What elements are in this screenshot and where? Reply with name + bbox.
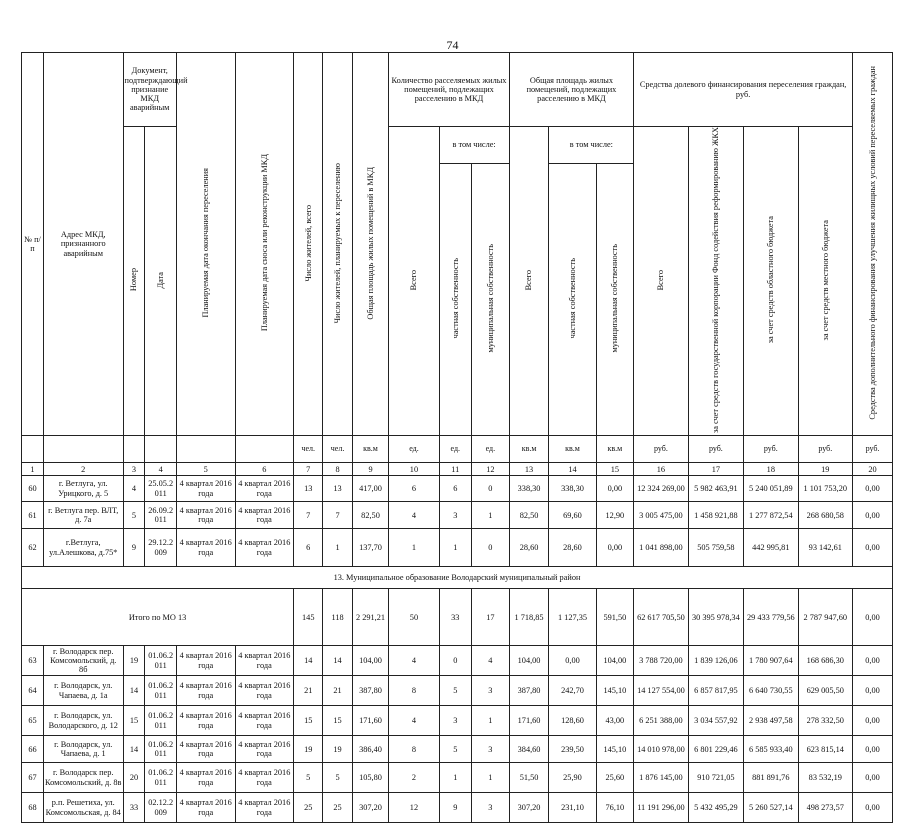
table-cell: 14 127 554,00	[634, 676, 688, 706]
table-cell: 63	[22, 646, 44, 676]
header-area-municipal: муниципальная собственность	[596, 163, 634, 436]
table-cell: 51,50	[509, 763, 549, 793]
table-cell: 6 640 730,55	[744, 676, 798, 706]
table-cell: 4 квартал 2016 года	[176, 706, 235, 736]
unit-cell: кв.м	[352, 436, 389, 463]
table-cell: 0,00	[853, 793, 893, 823]
table-cell: 128,60	[549, 706, 596, 736]
table-cell: 5	[439, 676, 471, 706]
table-cell: 25	[294, 793, 323, 823]
table-cell: 881 891,76	[744, 763, 798, 793]
header-planned-demolition: Планируемая дата сноса или реконструкции МКД	[235, 53, 294, 436]
table-cell: 268 680,58	[798, 502, 852, 529]
table-cell: 4 квартал 2016 года	[235, 502, 294, 529]
table-cell: 417,00	[352, 476, 389, 502]
column-index-cell: 14	[549, 463, 596, 476]
table-cell: 505 759,58	[688, 529, 743, 567]
table-cell: 2	[389, 763, 439, 793]
unit-cell: руб.	[744, 436, 798, 463]
table-cell: 239,50	[549, 736, 596, 763]
table-cell: 5 240 051,89	[744, 476, 798, 502]
table-cell: 3 034 557,92	[688, 706, 743, 736]
unit-cell-empty	[123, 436, 145, 463]
table-row	[22, 476, 893, 502]
table-cell: 278 332,50	[798, 706, 852, 736]
table-cell: 15	[123, 706, 145, 736]
table-cell: 3	[439, 502, 471, 529]
total-cell: 591,50	[596, 589, 634, 646]
total-cell: 1 718,85	[509, 589, 549, 646]
table-cell: 4 квартал 2016 года	[176, 646, 235, 676]
table-cell: 64	[22, 676, 44, 706]
header-doc-date: Дата	[145, 127, 176, 436]
column-index-cell: 10	[389, 463, 439, 476]
table-cell: 21	[294, 676, 323, 706]
table-cell: 02.12.2 009	[145, 793, 176, 823]
table-cell: 0,00	[853, 763, 893, 793]
table-row	[22, 646, 893, 676]
table-cell: 82,50	[509, 502, 549, 529]
table-cell: 60	[22, 476, 44, 502]
table-cell: 0,00	[853, 706, 893, 736]
header-area-private: частная собственность	[549, 163, 596, 436]
table-cell: 25,90	[549, 763, 596, 793]
table-row	[22, 736, 893, 763]
unit-cell: кв.м	[549, 436, 596, 463]
table-cell: 01.06.2 011	[145, 676, 176, 706]
table-cell: 3	[472, 793, 510, 823]
table-cell: 9	[439, 793, 471, 823]
table-cell: 13	[323, 476, 352, 502]
table-cell: г. Володарск пер. Комсомольский, д. 8в	[43, 763, 123, 793]
header-residents-total: Число жителей, всего	[294, 53, 323, 436]
table-cell: 1 839 126,06	[688, 646, 743, 676]
table-cell: 1 876 145,00	[634, 763, 688, 793]
table-cell: 43,00	[596, 706, 634, 736]
table-cell: 12,90	[596, 502, 634, 529]
table-cell: 15	[323, 706, 352, 736]
page-number: 74	[446, 38, 459, 52]
table-cell: 29.12.2 009	[145, 529, 176, 567]
table-cell: 231,10	[549, 793, 596, 823]
table-cell: 137,70	[352, 529, 389, 567]
table-cell: 01.06.2 011	[145, 706, 176, 736]
table-cell: 6	[389, 476, 439, 502]
table-cell: 4 квартал 2016 года	[235, 476, 294, 502]
unit-cell-empty	[43, 436, 123, 463]
total-cell: 50	[389, 589, 439, 646]
unit-cell: кв.м	[596, 436, 634, 463]
header-finance-local: за счет средств местного бюджета	[798, 127, 852, 436]
unit-cell: руб.	[634, 436, 688, 463]
table-cell: г. Володарск, ул. Володарского, д. 12	[43, 706, 123, 736]
table-cell: 104,00	[596, 646, 634, 676]
table-cell: 65	[22, 706, 44, 736]
section-row	[22, 567, 893, 589]
table-cell: 5	[323, 763, 352, 793]
table-cell: 4	[123, 476, 145, 502]
header-doc-number: Номер	[123, 127, 145, 436]
units-row	[22, 436, 893, 463]
total-label: Итого по МО 13	[22, 589, 294, 646]
table-cell: 171,60	[352, 706, 389, 736]
unit-cell: ед.	[472, 436, 510, 463]
table-cell: 69,60	[549, 502, 596, 529]
unit-cell: руб.	[798, 436, 852, 463]
column-index-cell: 13	[509, 463, 549, 476]
total-cell: 145	[294, 589, 323, 646]
table-cell: 307,20	[352, 793, 389, 823]
column-index-cell: 6	[235, 463, 294, 476]
table-cell: 5 432 495,29	[688, 793, 743, 823]
total-cell: 118	[323, 589, 352, 646]
table-cell: 5	[123, 502, 145, 529]
column-index-cell: 4	[145, 463, 176, 476]
table-cell: 7	[294, 502, 323, 529]
table-cell: 66	[22, 736, 44, 763]
table-cell: 1 041 898,00	[634, 529, 688, 567]
header-finance-total: Всего	[634, 127, 688, 436]
header-finance-regional: за счет средств областного бюджета	[744, 127, 798, 436]
table-cell: 62	[22, 529, 44, 567]
header-rooms-in-that: в том числе:	[439, 127, 509, 164]
total-cell: 62 617 705,50	[634, 589, 688, 646]
table-cell: 4 квартал 2016 года	[176, 763, 235, 793]
table-cell: 0,00	[596, 476, 634, 502]
table-cell: 01.06.2 011	[145, 763, 176, 793]
table-cell: 4 квартал 2016 года	[176, 529, 235, 567]
table-cell: р.п. Решетиха, ул. Комсомольская, д. 84	[43, 793, 123, 823]
table-cell: 01.06.2 011	[145, 646, 176, 676]
table-cell: 01.06.2 011	[145, 736, 176, 763]
total-cell: 0,00	[853, 589, 893, 646]
table-cell: 19	[294, 736, 323, 763]
table-cell: 104,00	[352, 646, 389, 676]
table-cell: 145,10	[596, 676, 634, 706]
table-cell: 4 квартал 2016 года	[235, 793, 294, 823]
total-cell: 2 787 947,60	[798, 589, 852, 646]
column-index-cell: 1	[22, 463, 44, 476]
unit-cell-empty	[22, 436, 44, 463]
table-cell: 6 585 933,40	[744, 736, 798, 763]
header-additional: Средства дополнительного финансирования улучшения жилищных условий переселяемых граждан	[853, 53, 893, 436]
total-cell: 33	[439, 589, 471, 646]
header-finance-group: Средства долевого финансирования переселения граждан, руб.	[634, 53, 853, 127]
unit-cell: руб.	[688, 436, 743, 463]
table-row	[22, 676, 893, 706]
table-cell: 0,00	[853, 676, 893, 706]
header-planned-end: Планируемая дата окончания переселения	[176, 53, 235, 436]
table-cell: 1	[439, 529, 471, 567]
column-index-cell: 3	[123, 463, 145, 476]
table-cell: 1	[439, 763, 471, 793]
section-title: 13. Муниципальное образование Володарский муниципальный район	[22, 567, 893, 589]
table-cell: 21	[323, 676, 352, 706]
column-index-cell: 19	[798, 463, 852, 476]
table-cell: 26.09.2 011	[145, 502, 176, 529]
table-cell: 629 005,50	[798, 676, 852, 706]
table-cell: 11 191 296,00	[634, 793, 688, 823]
table-cell: 6	[294, 529, 323, 567]
table-row	[22, 706, 893, 736]
table-cell: 12	[389, 793, 439, 823]
table-cell: 0,00	[853, 476, 893, 502]
table-cell: г. Володарск, ул. Чапаева, д. 1	[43, 736, 123, 763]
table-cell: 4 квартал 2016 года	[235, 706, 294, 736]
table-cell: 67	[22, 763, 44, 793]
table-cell: 14	[123, 676, 145, 706]
table-cell: 93 142,61	[798, 529, 852, 567]
table-cell: 0	[472, 529, 510, 567]
unit-cell-empty	[235, 436, 294, 463]
table-cell: 4 квартал 2016 года	[176, 736, 235, 763]
header-area-in-that: в том числе:	[549, 127, 634, 164]
table-cell: 5	[439, 736, 471, 763]
table-cell: 2 938 497,58	[744, 706, 798, 736]
header-num: № п/ п	[22, 53, 44, 436]
column-index-cell: 5	[176, 463, 235, 476]
table-cell: 61	[22, 502, 44, 529]
table-cell: 76,10	[596, 793, 634, 823]
table-cell: 0,00	[853, 502, 893, 529]
column-index-cell: 17	[688, 463, 743, 476]
table-cell: 0,00	[549, 646, 596, 676]
table-cell: 25.05.2 011	[145, 476, 176, 502]
table-cell: 1	[389, 529, 439, 567]
table-cell: 104,00	[509, 646, 549, 676]
unit-cell: чел.	[294, 436, 323, 463]
table-cell: 19	[123, 646, 145, 676]
table-cell: 168 686,30	[798, 646, 852, 676]
table-cell: 3	[472, 676, 510, 706]
table-cell: 14	[323, 646, 352, 676]
table-cell: 6 251 388,00	[634, 706, 688, 736]
table-cell: 12 324 269,00	[634, 476, 688, 502]
column-index-row	[22, 463, 893, 476]
column-index-cell: 15	[596, 463, 634, 476]
header-rooms-private: частная собственность	[439, 163, 471, 436]
table-cell: 4	[389, 502, 439, 529]
table-cell: 4 квартал 2016 года	[235, 529, 294, 567]
table-cell: 442 995,81	[744, 529, 798, 567]
table-cell: г.Ветлуга, ул.Алешкова, д.75*	[43, 529, 123, 567]
column-index-cell: 9	[352, 463, 389, 476]
table-cell: 1 458 921,88	[688, 502, 743, 529]
unit-cell: ед.	[439, 436, 471, 463]
unit-cell-empty	[145, 436, 176, 463]
table-cell: 1	[472, 706, 510, 736]
table-cell: 3	[472, 736, 510, 763]
unit-cell: чел.	[323, 436, 352, 463]
table-cell: 0	[439, 646, 471, 676]
total-cell: 30 395 978,34	[688, 589, 743, 646]
table-cell: 1 780 907,64	[744, 646, 798, 676]
table-cell: 8	[389, 736, 439, 763]
table-cell: 14	[123, 736, 145, 763]
table-cell: 28,60	[509, 529, 549, 567]
table-cell: 25,60	[596, 763, 634, 793]
table-cell: 307,20	[509, 793, 549, 823]
table-cell: 9	[123, 529, 145, 567]
unit-cell: кв.м	[509, 436, 549, 463]
table-cell: 13	[294, 476, 323, 502]
table-cell: 4	[472, 646, 510, 676]
total-cell: 29 433 779,56	[744, 589, 798, 646]
table-cell: 4 квартал 2016 года	[235, 676, 294, 706]
table-cell: 33	[123, 793, 145, 823]
unit-cell: руб.	[853, 436, 893, 463]
table-cell: 8	[389, 676, 439, 706]
table-cell: 1	[472, 763, 510, 793]
header-document: Документ, подтверждающий признание МКД аварийным	[123, 53, 176, 127]
table-cell: 14	[294, 646, 323, 676]
table-cell: 6	[439, 476, 471, 502]
unit-cell: ед.	[389, 436, 439, 463]
table-cell: 387,80	[509, 676, 549, 706]
table-cell: 4 квартал 2016 года	[176, 676, 235, 706]
table-cell: г. Ветлуга пер. ВЛТ, д. 7а	[43, 502, 123, 529]
header-rooms-municipal: муниципальная собственность	[472, 163, 510, 436]
column-index-cell: 16	[634, 463, 688, 476]
table-cell: 5 982 463,91	[688, 476, 743, 502]
header-area-group: Общая площадь жилых помещений, подлежащих расселению в МКД	[509, 53, 634, 127]
column-index-cell: 18	[744, 463, 798, 476]
table-cell: 19	[323, 736, 352, 763]
table-cell: 1 101 753,20	[798, 476, 852, 502]
table-cell: 3 788 720,00	[634, 646, 688, 676]
table-cell: 25	[323, 793, 352, 823]
column-index-cell: 11	[439, 463, 471, 476]
table-cell: 242,70	[549, 676, 596, 706]
table-cell: 1	[323, 529, 352, 567]
table-cell: 0,00	[853, 529, 893, 567]
table-cell: 15	[294, 706, 323, 736]
column-index-cell: 7	[294, 463, 323, 476]
table-cell: 338,30	[509, 476, 549, 502]
table-cell: 4 квартал 2016 года	[176, 502, 235, 529]
header-total-area: Общая площадь жилых помещений в МКД	[352, 53, 389, 436]
table-cell: 1	[472, 502, 510, 529]
table-cell: 4	[389, 646, 439, 676]
table-cell: 105,80	[352, 763, 389, 793]
table-cell: 1 277 872,54	[744, 502, 798, 529]
resettlement-table	[21, 52, 893, 823]
table-cell: г. Володарск пер. Комсомольский, д. 8б	[43, 646, 123, 676]
table-cell: 386,40	[352, 736, 389, 763]
table-cell: 387,80	[352, 676, 389, 706]
table-cell: 0,00	[596, 529, 634, 567]
table-cell: г. Володарск, ул. Чапаева, д. 1а	[43, 676, 123, 706]
table-cell: 7	[323, 502, 352, 529]
column-index-cell: 2	[43, 463, 123, 476]
total-cell: 2 291,21	[352, 589, 389, 646]
table-row	[22, 763, 893, 793]
table-cell: 28,60	[549, 529, 596, 567]
header-address: Адрес МКД, признанного аварийным	[43, 53, 123, 436]
unit-cell-empty	[176, 436, 235, 463]
table-cell: 6 801 229,46	[688, 736, 743, 763]
table-cell: 4 квартал 2016 года	[176, 476, 235, 502]
table-row	[22, 529, 893, 567]
table-cell: 338,30	[549, 476, 596, 502]
table-cell: 5	[294, 763, 323, 793]
header-rooms-group: Количество расселяемых жилых помещений, подлежащих расселению в МКД	[389, 53, 509, 127]
header-area-total: Всего	[509, 127, 549, 436]
table-row	[22, 502, 893, 529]
table-cell: 4 квартал 2016 года	[235, 763, 294, 793]
table-cell: 20	[123, 763, 145, 793]
header-rooms-total: Всего	[389, 127, 439, 436]
header-finance-fund: за счет средств государственной корпорации Фонд содействия реформированию ЖКХ	[688, 127, 743, 436]
table-cell: 145,10	[596, 736, 634, 763]
table-row	[22, 793, 893, 823]
table-cell: 4	[389, 706, 439, 736]
table-cell: 3	[439, 706, 471, 736]
table-cell: 623 815,14	[798, 736, 852, 763]
table-cell: 498 273,57	[798, 793, 852, 823]
table-cell: 4 квартал 2016 года	[235, 646, 294, 676]
table-cell: 910 721,05	[688, 763, 743, 793]
table-cell: 0	[472, 476, 510, 502]
total-cell: 1 127,35	[549, 589, 596, 646]
table-cell: 4 квартал 2016 года	[235, 736, 294, 763]
table-cell: 6 857 817,95	[688, 676, 743, 706]
column-index-cell: 20	[853, 463, 893, 476]
table-cell: 0,00	[853, 646, 893, 676]
total-row	[22, 589, 893, 646]
table-cell: 83 532,19	[798, 763, 852, 793]
table-cell: 4 квартал 2016 года	[176, 793, 235, 823]
column-index-cell: 12	[472, 463, 510, 476]
column-index-cell: 8	[323, 463, 352, 476]
table-cell: 171,60	[509, 706, 549, 736]
table-cell: 3 005 475,00	[634, 502, 688, 529]
table-cell: 14 010 978,00	[634, 736, 688, 763]
header-residents-planned: Число жителей, планируемых к переселению	[323, 53, 352, 436]
table-cell: г. Ветлуга, ул. Урицкого, д. 5	[43, 476, 123, 502]
table-cell: 5 260 527,14	[744, 793, 798, 823]
total-cell: 17	[472, 589, 510, 646]
table-cell: 384,60	[509, 736, 549, 763]
table-cell: 68	[22, 793, 44, 823]
table-cell: 0,00	[853, 736, 893, 763]
table-cell: 82,50	[352, 502, 389, 529]
